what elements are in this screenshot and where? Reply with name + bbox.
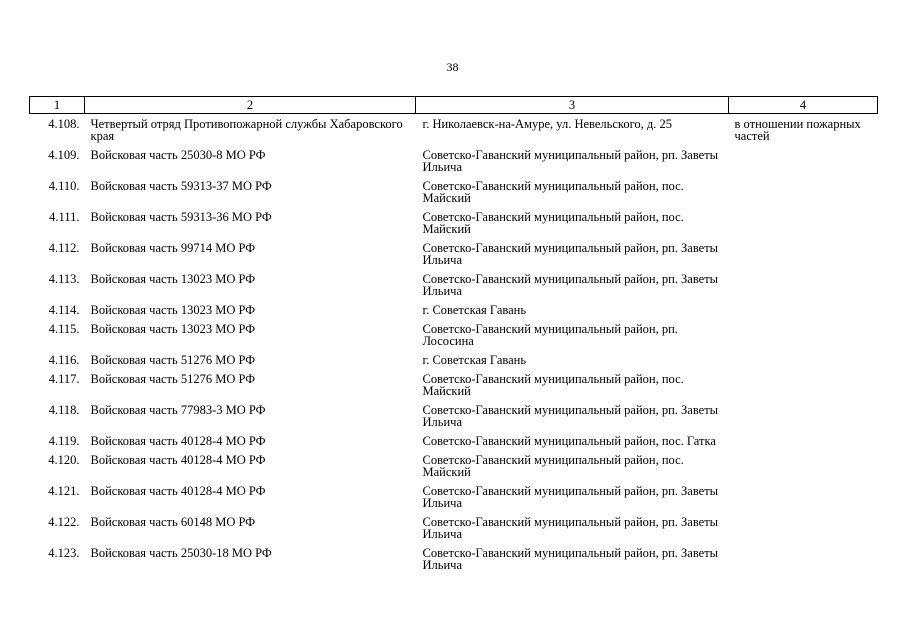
table-row: [30, 304, 878, 323]
row-note: [729, 273, 878, 304]
row-number: 4.115.: [48, 322, 80, 336]
organization-name: Войсковая часть 40128-4 МО РФ: [90, 453, 266, 467]
table-row: [30, 273, 878, 304]
row-note: [729, 304, 878, 323]
organization-name: Войсковая часть 25030-8 МО РФ: [90, 148, 266, 162]
organization-name: Войсковая часть 25030-18 МО РФ: [90, 546, 272, 560]
row-note: [729, 242, 878, 273]
row-number: 4.116.: [48, 353, 80, 367]
location-address: г. Советская Гавань: [422, 353, 527, 367]
row-note: [729, 180, 878, 211]
row-number: 4.119.: [48, 434, 80, 448]
row-number: 4.122.: [48, 515, 80, 529]
location-address: Советско-Гаванский муниципальный район, пос. Майский: [422, 210, 684, 236]
table-row: [30, 547, 878, 578]
table-row: [30, 114, 878, 150]
row-number: 4.120.: [48, 453, 80, 467]
table-row: [30, 180, 878, 211]
row-number: 4.110.: [48, 179, 80, 193]
table-row: [30, 454, 878, 485]
location-address: Советско-Гаванский муниципальный район, рп. Заветы Ильича: [422, 515, 719, 541]
header-cell-1: 1: [30, 97, 85, 114]
location-address: Советско-Гаванский муниципальный район, рп. Заветы Ильича: [422, 148, 719, 174]
organization-name: Войсковая часть 51276 МО РФ: [90, 372, 256, 386]
location-address: Советско-Гаванский муниципальный район, рп. Заветы Ильича: [422, 403, 719, 429]
organization-name: Войсковая часть 59313-37 МО РФ: [90, 179, 272, 193]
location-address: Советско-Гаванский муниципальный район, рп. Заветы Ильича: [422, 546, 719, 572]
row-note: [729, 404, 878, 435]
row-number: 4.112.: [48, 241, 80, 255]
location-address: г. Советская Гавань: [422, 303, 527, 317]
header-cell-3: 3: [416, 97, 729, 114]
row-number: 4.118.: [48, 403, 80, 417]
row-note: [729, 211, 878, 242]
table-row: [30, 354, 878, 373]
table-row: [30, 211, 878, 242]
row-note: [729, 323, 878, 354]
row-note: [729, 373, 878, 404]
organization-name: Войсковая часть 40128-4 МО РФ: [90, 434, 266, 448]
organization-name: Войсковая часть 13023 МО РФ: [90, 303, 256, 317]
table-row: [30, 516, 878, 547]
location-address: Советско-Гаванский муниципальный район, рп. Заветы Ильича: [422, 484, 719, 510]
row-note: [729, 354, 878, 373]
organization-name: Четвертый отряд Противопожарной службы Хабаровского края: [90, 117, 403, 143]
organization-name: Войсковая часть 59313-36 МО РФ: [90, 210, 272, 224]
organization-name: Войсковая часть 60148 МО РФ: [90, 515, 256, 529]
organization-name: Войсковая часть 13023 МО РФ: [90, 272, 256, 286]
row-note: [729, 485, 878, 516]
header-cell-2: 2: [85, 97, 416, 114]
location-address: Советско-Гаванский муниципальный район, рп. Лососина: [422, 322, 678, 348]
organization-name: Войсковая часть 51276 МО РФ: [90, 353, 256, 367]
row-number: 4.123.: [48, 546, 80, 560]
location-address: Советско-Гаванский муниципальный район, рп. Заветы Ильича: [422, 241, 719, 267]
row-note: [729, 435, 878, 454]
location-address: Советско-Гаванский муниципальный район, пос. Майский: [422, 372, 684, 398]
location-address: Советско-Гаванский муниципальный район, пос. Майский: [422, 453, 684, 479]
row-number: 4.121.: [48, 484, 80, 498]
document-table: [29, 96, 878, 578]
table-row: [30, 485, 878, 516]
location-address: Советско-Гаванский муниципальный район, пос. Гатка: [422, 434, 716, 448]
row-note: [729, 149, 878, 180]
row-note: [729, 516, 878, 547]
table-row: [30, 373, 878, 404]
row-number: 4.109.: [48, 148, 80, 162]
table-row: [30, 404, 878, 435]
location-address: Советско-Гаванский муниципальный район, пос. Майский: [422, 179, 684, 205]
organization-name: Войсковая часть 13023 МО РФ: [90, 322, 256, 336]
row-note: [729, 547, 878, 578]
location-address: г. Николаевск-на-Амуре, ул. Невельского, д. 25: [422, 117, 673, 131]
row-number: 4.111.: [49, 210, 80, 224]
organization-name: Войсковая часть 40128-4 МО РФ: [90, 484, 266, 498]
row-number: 4.114.: [48, 303, 80, 317]
header-row: [30, 97, 878, 114]
row-number: 4.113.: [48, 272, 80, 286]
table-row: [30, 242, 878, 273]
table-row: [30, 149, 878, 180]
location-address: Советско-Гаванский муниципальный район, рп. Заветы Ильича: [422, 272, 719, 298]
organization-name: Войсковая часть 77983-3 МО РФ: [90, 403, 266, 417]
row-note: [729, 454, 878, 485]
table-header: [30, 97, 878, 114]
row-number: 4.108.: [48, 117, 80, 131]
organization-name: Войсковая часть 99714 МО РФ: [90, 241, 256, 255]
row-note: в отношении пожарных частей: [734, 117, 861, 143]
table-body: [30, 114, 878, 579]
row-number: 4.117.: [48, 372, 80, 386]
header-cell-4: 4: [729, 97, 878, 114]
table-row: [30, 323, 878, 354]
page-number: 38: [446, 60, 459, 74]
table-row: [30, 435, 878, 454]
